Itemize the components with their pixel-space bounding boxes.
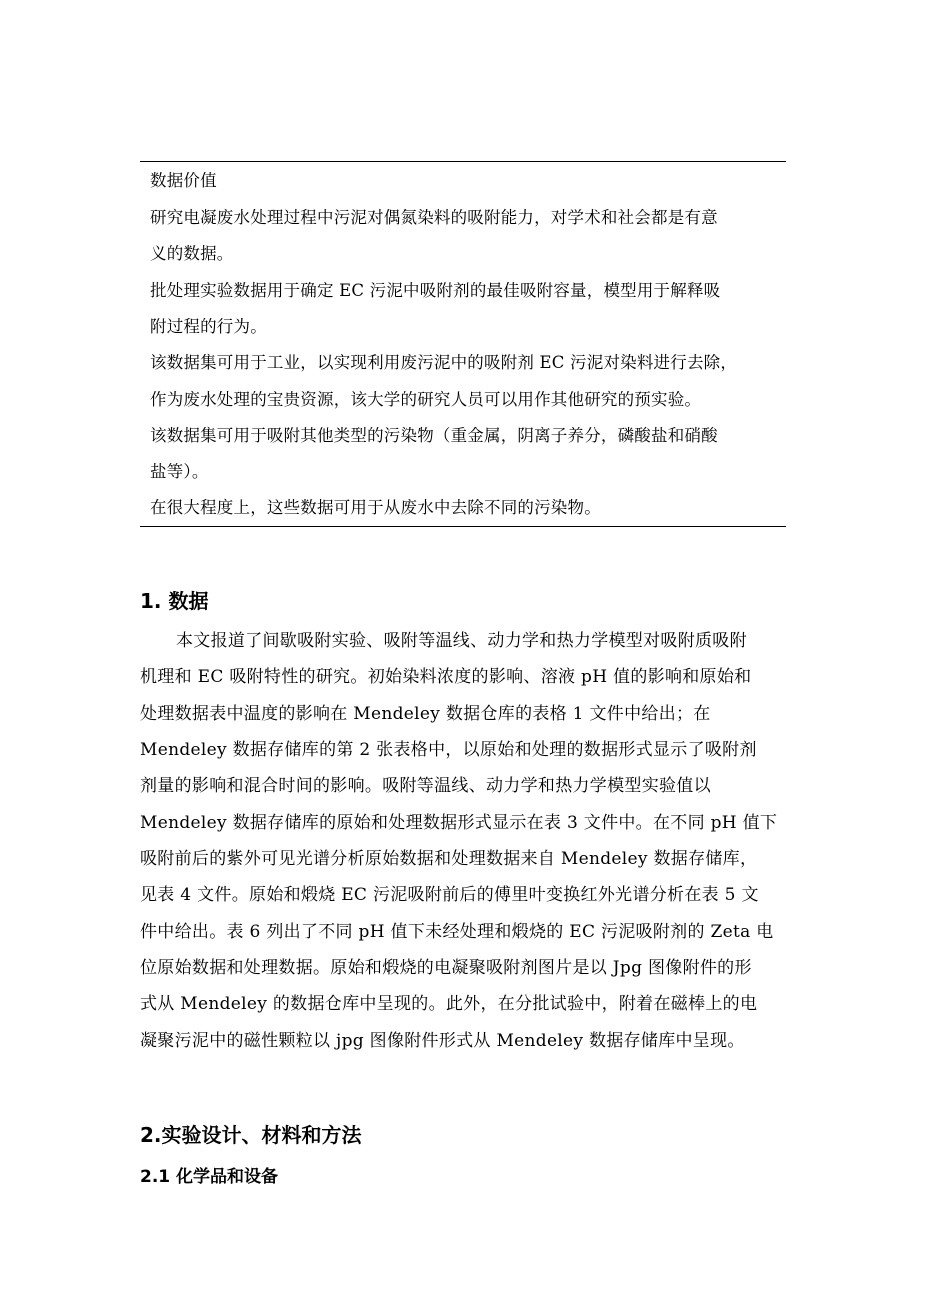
value-table-line: 附过程的行为。 [150, 317, 267, 336]
subsection-heading-chemicals: 2.1 化学品和设备 [140, 1167, 279, 1187]
data-value-table [140, 161, 786, 527]
paragraph-line: 吸附前后的紫外可见光谱分析原始数据和处理数据来自 Mendeley 数据存储库， [140, 849, 758, 869]
paragraph-line: 凝聚污泥中的磁性颗粒以 jpg 图像附件形式从 Mendeley 数据存储库中呈现。 [140, 1031, 745, 1051]
paragraph-line: Mendeley 数据存储库的原始和处理数据形式显示在表 3 文件中。在不同 pH 值下 [140, 813, 778, 833]
paragraph-line: 处理数据表中温度的影响在 Mendeley 数据仓库的表格 1 文件中给出；在 [140, 704, 711, 724]
value-table-line: 盐等）。 [150, 462, 209, 481]
value-table-line: 该数据集可用于吸附其他类型的污染物（重金属，阴离子养分，磷酸盐和硝酸 [150, 426, 718, 445]
paragraph-line: Mendeley 数据存储库的第 2 张表格中，以原始和处理的数据形式显示了吸附剂 [140, 740, 757, 760]
value-table-title: 数据价值 [150, 171, 217, 190]
value-table-line: 作为废水处理的宝贵资源，该大学的研究人员可以用作其他研究的预实验。 [150, 390, 702, 409]
paragraph-line: 机理和 EC 吸附特性的研究。初始染料浓度的影响、溶液 pH 值的影响和原始和 [140, 667, 752, 687]
value-table-line: 研究电凝废水处理过程中污泥对偶氮染料的吸附能力，对学术和社会都是有意 [150, 208, 718, 227]
paragraph-line: 式从 Mendeley 的数据仓库中呈现的。此外，在分批试验中，附着在磁棒上的电 [140, 994, 758, 1014]
value-table-line: 义的数据。 [150, 244, 234, 263]
paragraph-line: 见表 4 文件。原始和煅烧 EC 污泥吸附前后的傅里叶变换红外光谱分析在表 5 文 [140, 885, 759, 905]
value-table-line: 批处理实验数据用于确定 EC 污泥中吸附剂的最佳吸附容量，模型用于解释吸 [150, 281, 721, 300]
paragraph-line: 位原始数据和处理数据。原始和煅烧的电凝聚吸附剂图片是以 Jpg 图像附件的形 [140, 958, 752, 978]
value-table-line: 该数据集可用于工业，以实现利用废污泥中的吸附剂 EC 污泥对染料进行去除， [150, 353, 738, 372]
section-heading-data: 1. 数据 [140, 589, 209, 613]
paragraph-line: 件中给出。表 6 列出了不同 pH 值下未经处理和煅烧的 EC 污泥吸附剂的 Zeta 电 [140, 922, 774, 942]
paragraph-line: 剂量的影响和混合时间的影响。吸附等温线、动力学和热力学模型实验值以 [140, 776, 711, 796]
value-table-line: 在很大程度上，这些数据可用于从废水中去除不同的污染物。 [150, 498, 601, 517]
paragraph-line: 本文报道了间歇吸附实验、吸附等温线、动力学和热力学模型对吸附质吸附 [176, 631, 747, 651]
section-heading-methods: 2.实验设计、材料和方法 [140, 1123, 362, 1147]
